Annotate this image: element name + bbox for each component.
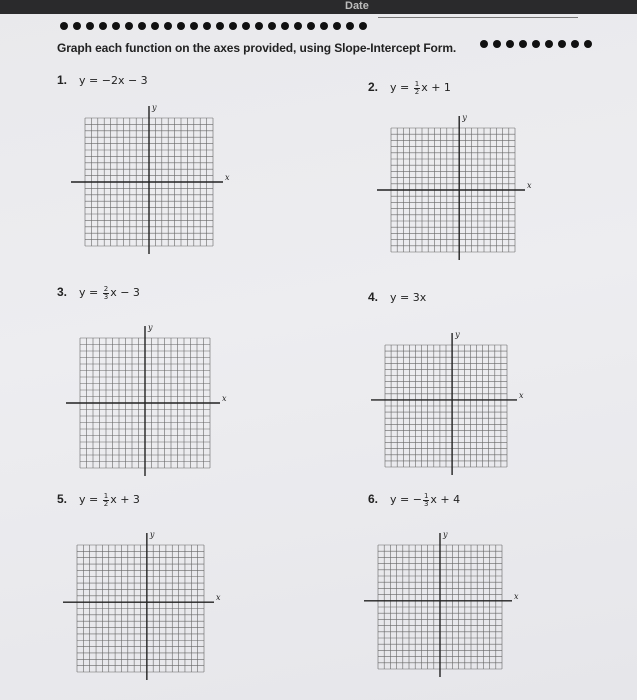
border-dot: [571, 40, 579, 48]
border-dot: [558, 40, 566, 48]
problem-number: 5.: [57, 492, 68, 506]
border-dot: [268, 22, 276, 30]
fraction: [103, 493, 109, 508]
equation-lhs: y = −: [390, 493, 422, 506]
border-dot: [125, 22, 133, 30]
border-dot: [86, 22, 94, 30]
problem-4: [368, 290, 426, 304]
border-dot: [307, 22, 315, 30]
numerator: 2: [103, 284, 109, 293]
x-axis-label: x: [225, 173, 230, 182]
border-dot: [99, 22, 107, 30]
border-dot: [255, 22, 263, 30]
equation-term: −2x − 3: [101, 74, 148, 87]
border-dot: [73, 22, 81, 30]
border-dot: [190, 22, 198, 30]
problem-number: 1.: [57, 73, 68, 87]
grid-svg: [378, 530, 519, 669]
equation-term: x + 3: [110, 493, 140, 506]
border-dot: [112, 22, 120, 30]
fraction: [103, 286, 109, 301]
equation-lhs: y =: [79, 74, 102, 87]
border-dot: [584, 40, 592, 48]
y-axis-label: y: [152, 103, 157, 112]
coordinate-grid-5: [77, 530, 221, 672]
problem-5: [57, 492, 140, 508]
border-dot: [294, 22, 302, 30]
border-dot: [480, 40, 488, 48]
equation: [79, 74, 148, 87]
coordinate-grid-6: [378, 530, 519, 669]
border-dot: [506, 40, 514, 48]
border-dot: [493, 40, 501, 48]
problem-6: [368, 492, 460, 508]
grid-svg: [77, 530, 221, 672]
grid-svg: [80, 323, 227, 468]
equation-term: 3x: [412, 291, 427, 304]
date-label: Date: [345, 0, 369, 12]
x-axis-label: x: [222, 394, 227, 403]
coordinate-grid-3: [80, 323, 227, 468]
y-axis-label: y: [148, 323, 153, 332]
x-axis-label: x: [527, 181, 532, 190]
border-dot: [519, 40, 527, 48]
denominator: 3: [103, 292, 109, 301]
border-dot: [151, 22, 159, 30]
problem-number: 4.: [368, 290, 379, 304]
grid-svg: [385, 330, 524, 467]
x-axis-label: x: [514, 591, 519, 601]
fraction: [414, 81, 420, 96]
equation: [390, 291, 426, 304]
denominator: 2: [103, 499, 109, 508]
problem-number: 3.: [57, 285, 68, 299]
border-dot: [346, 22, 354, 30]
border-dot: [216, 22, 224, 30]
equation: [390, 493, 460, 506]
x-axis-label: x: [519, 390, 524, 400]
border-dot: [359, 22, 367, 30]
border-dot: [203, 22, 211, 30]
coordinate-grid-4: [385, 330, 524, 467]
numerator: 1: [414, 79, 420, 88]
grid-svg: [85, 103, 230, 246]
y-axis-label: y: [149, 530, 155, 539]
date-blank-line: [378, 17, 578, 18]
problem-number: 2.: [368, 80, 379, 94]
denominator: 2: [414, 87, 420, 96]
problem-3: [57, 285, 140, 301]
denominator: 3: [423, 499, 429, 508]
border-dot: [242, 22, 250, 30]
y-axis-label: y: [455, 330, 460, 339]
border-dot: [229, 22, 237, 30]
dark-top-strip: [0, 0, 637, 14]
equation-lhs: y =: [79, 493, 102, 506]
border-dot: [532, 40, 540, 48]
border-dot: [164, 22, 172, 30]
border-dot: [545, 40, 553, 48]
border-dot: [60, 22, 68, 30]
x-axis-label: x: [216, 593, 221, 603]
border-dot: [320, 22, 328, 30]
equation-lhs: y =: [79, 286, 102, 299]
border-dot: [281, 22, 289, 30]
y-axis-label: y: [443, 530, 448, 539]
equation: [390, 81, 451, 94]
grid-svg: [391, 113, 532, 252]
equation: [79, 493, 140, 506]
equation-term: x + 1: [421, 81, 451, 94]
border-dot: [177, 22, 185, 30]
coordinate-grid-2: [391, 113, 532, 252]
equation: [79, 286, 140, 299]
equation-lhs: y =: [390, 81, 413, 94]
equation-lhs: y =: [390, 291, 413, 304]
y-axis-label: y: [462, 113, 467, 122]
equation-term: x + 4: [430, 493, 461, 506]
problem-number: 6.: [368, 492, 379, 506]
coordinate-grid-1: [85, 103, 230, 246]
fraction: [423, 493, 429, 508]
numerator: 1: [423, 491, 429, 500]
instructions-heading: Graph each function on the axes provided, using Slope-Intercept Form.: [57, 41, 457, 55]
problem-1: [57, 73, 148, 87]
equation-term: x − 3: [110, 286, 140, 299]
problem-2: [368, 80, 451, 96]
border-dot: [333, 22, 341, 30]
border-dot: [138, 22, 146, 30]
numerator: 1: [103, 491, 109, 500]
